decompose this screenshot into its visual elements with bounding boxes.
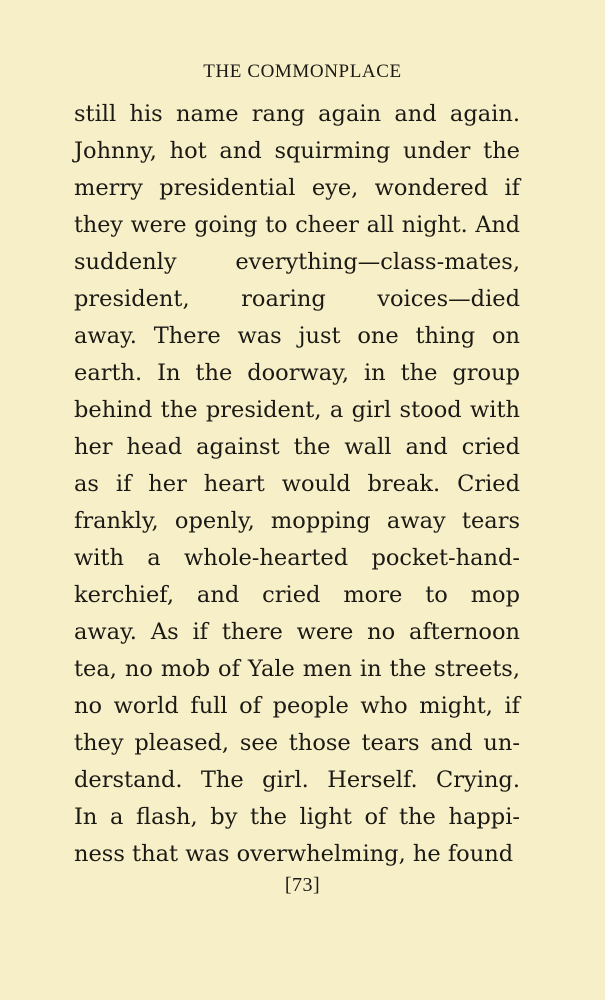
text-line: president, roaring voices—died bbox=[74, 286, 520, 312]
text-line: away. As if there were no afternoon bbox=[74, 619, 520, 645]
text-line: kerchief, and cried more to mop bbox=[74, 582, 520, 608]
text-line: her head against the wall and cried bbox=[74, 434, 520, 460]
text-line: with a whole-hearted pocket-hand- bbox=[74, 545, 520, 571]
text-line: they were going to cheer all night. And bbox=[74, 212, 520, 238]
text-line: tea, no mob of Yale men in the streets, bbox=[74, 656, 520, 682]
text-line: suddenly everything—class-mates, bbox=[74, 249, 520, 275]
page-number: [73] bbox=[284, 874, 321, 896]
running-head: THE COMMONPLACE bbox=[203, 61, 402, 82]
body-text bbox=[74, 96, 520, 873]
text-line: still his name rang again and again. bbox=[74, 101, 520, 127]
text-line: no world full of people who might, if bbox=[74, 693, 520, 719]
text-line: they pleased, see those tears and un- bbox=[74, 730, 520, 756]
text-line: In a flash, by the light of the happi- bbox=[74, 804, 520, 830]
text-line: away. There was just one thing on bbox=[74, 323, 520, 349]
text-line: frankly, openly, mopping away tears bbox=[74, 508, 520, 534]
text-line: ness that was overwhelming, he found bbox=[74, 841, 514, 867]
text-line: earth. In the doorway, in the group bbox=[74, 360, 520, 386]
text-line: Johnny, hot and squirming under the bbox=[74, 138, 520, 164]
text-line: merry presidential eye, wondered if bbox=[74, 175, 520, 201]
text-line: as if her heart would break. Cried bbox=[74, 471, 520, 497]
text-line: behind the president, a girl stood with bbox=[74, 397, 520, 423]
text-line: derstand. The girl. Herself. Crying. bbox=[74, 767, 520, 793]
